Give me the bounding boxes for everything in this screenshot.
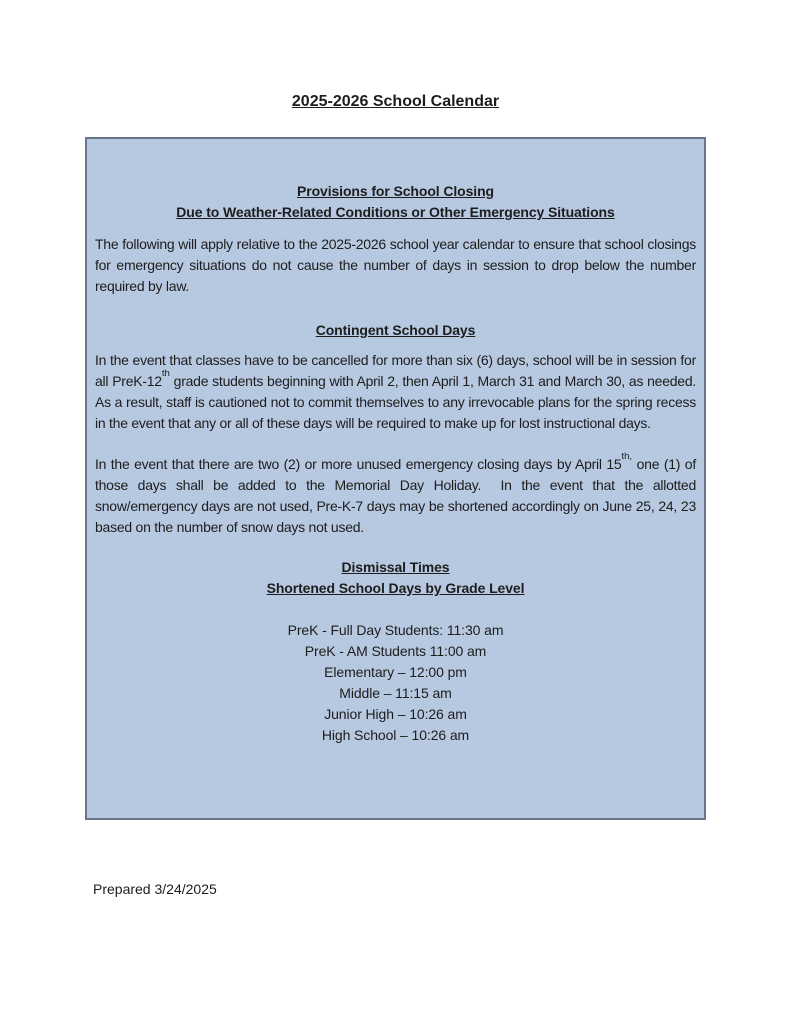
provisions-notice-box [85, 137, 706, 820]
contingent-paragraph [95, 350, 704, 434]
dismissal-time-high-school: High School – 10:26 am [321, 727, 470, 743]
dismissal-time-elementary: Elementary – 12:00 pm [324, 664, 467, 680]
dismissal-times-heading-line2: Shortened School Days by Grade Level [266, 580, 525, 596]
dismissal-times-heading-line1: Dismissal Times [341, 559, 450, 575]
emergency-paragraph-text-start: In the event that there are two (2) or more unused emergency closing days by April 15 [95, 456, 622, 472]
dismissal-time-prek-am: PreK - AM Students 11:00 am [304, 643, 487, 659]
emergency-days-paragraph [95, 450, 700, 538]
document-title: 2025-2026 School Calendar [291, 93, 500, 110]
dismissal-times-list [95, 620, 696, 746]
emergency-paragraph-text-end: one (1) of those days shall be added to the Memorial Day Holiday. In the event that the allotted snow/emergency days are not used, Pre-K-7 days may be shortened accordingly on June 25, 24, 23 based on the number of snow days not used. [95, 456, 700, 535]
dismissal-time-middle: Middle – 11:15 am [339, 685, 452, 701]
contingent-school-days-heading: Contingent School Days [315, 322, 476, 338]
contingent-paragraph-text-end: grade students beginning with April 2, then April 1, March 31 and March 30, as needed. As a result, staff is cautioned not to commit themselves to any irrevocable plans for the spring recess in the event that any or all of these days will be required to make up for lost instructional days. [95, 373, 704, 431]
intro-paragraph: The following will apply relative to the 2025-2026 school year calendar to ensure that school closings for emergency situations do not cause the number of days in session to drop below the number required by law. [95, 236, 700, 294]
provisions-heading-line2: Due to Weather-Related Conditions or Other Emergency Situations [176, 204, 615, 220]
dismissal-time-junior-high: Junior High – 10:26 am [324, 706, 467, 722]
contingent-ordinal-superscript: th [161, 367, 170, 379]
prepared-date-note: Prepared 3/24/2025 [93, 881, 217, 897]
dismissal-time-prek-full-day: PreK - Full Day Students: 11:30 am [287, 622, 504, 638]
contingent-paragraph-text-start: In the event that classes have to be cancelled for more than six (6) days, school will be in session for all PreK-12 [95, 352, 700, 389]
provisions-heading-line1: Provisions for School Closing [296, 183, 494, 199]
emergency-ordinal-superscript: th, [621, 450, 633, 462]
